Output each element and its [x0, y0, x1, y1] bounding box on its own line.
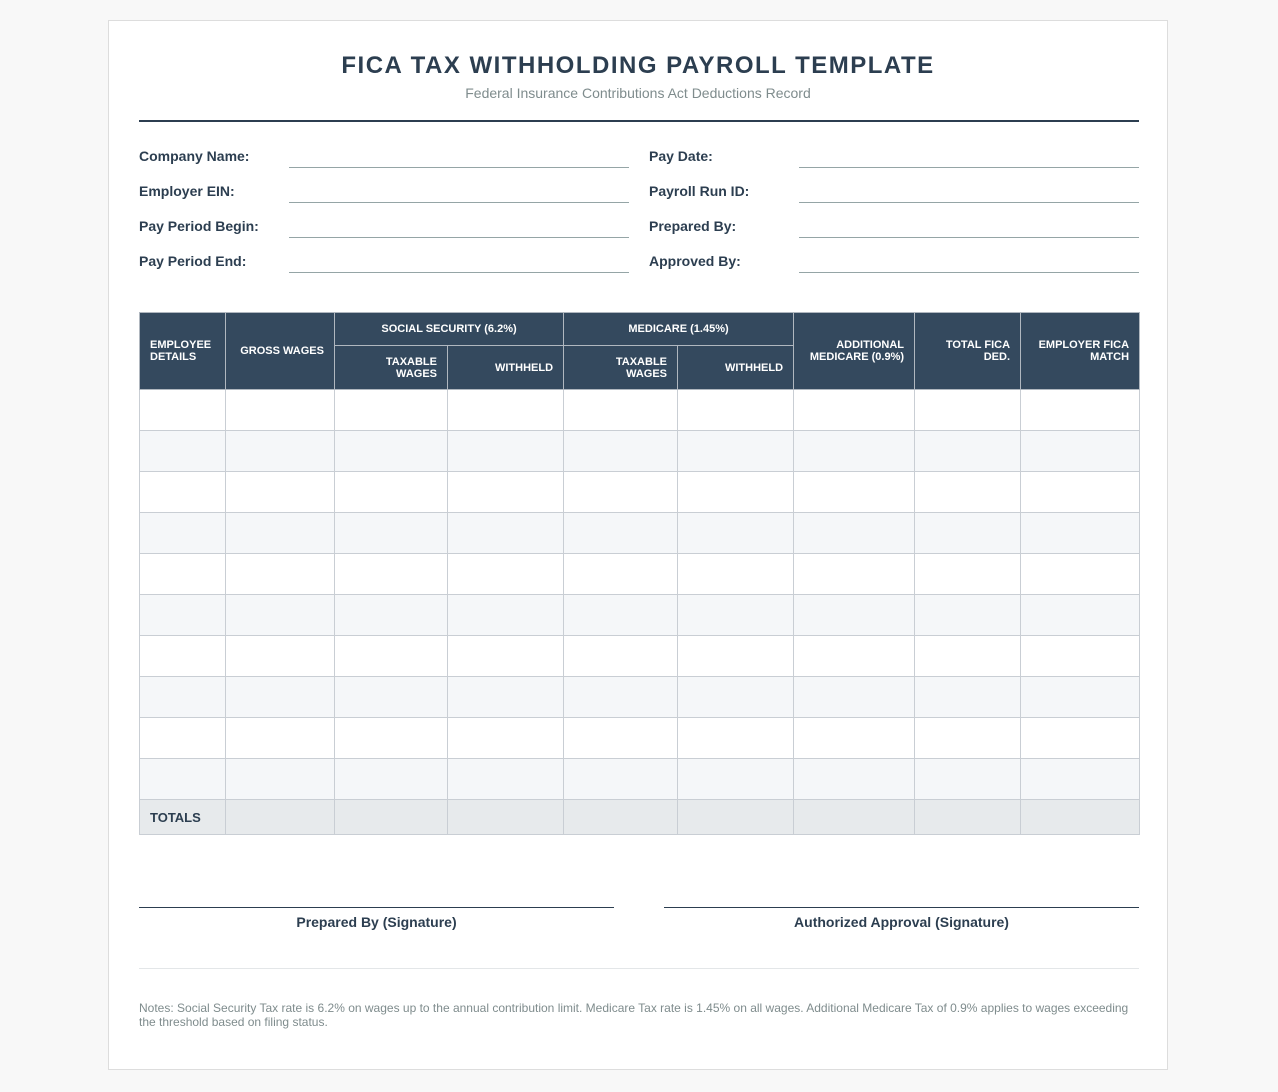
header-additional-medicare: ADDITIONAL MEDICARE (0.9%) [794, 313, 915, 390]
pay-period-begin-label: Pay Period Begin: [139, 218, 259, 234]
cell-additional-medicare[interactable] [794, 759, 915, 800]
header-total-fica: TOTAL FICA DED. [915, 313, 1021, 390]
cell-total-fica[interactable] [915, 390, 1021, 431]
cell-ss-taxable-wages[interactable] [335, 554, 448, 595]
cell-gross-wages[interactable] [226, 718, 335, 759]
cell-gross-wages[interactable] [226, 513, 335, 554]
cell-employer-match[interactable] [1021, 595, 1140, 636]
cell-total-fica[interactable] [915, 472, 1021, 513]
payroll-run-id-field[interactable] [799, 202, 1139, 203]
cell-employer-match[interactable] [1021, 431, 1140, 472]
cell-ss-withheld[interactable] [448, 390, 564, 431]
cell-medicare-taxable-wages[interactable] [564, 472, 678, 513]
payroll-document [108, 20, 1168, 1070]
cell-employee-details[interactable] [140, 636, 226, 677]
table-row [140, 636, 1140, 677]
table-body [140, 390, 1140, 835]
employer-ein-label: Employer EIN: [139, 183, 235, 199]
table-row [140, 513, 1140, 554]
total-medicare-withheld[interactable] [678, 800, 794, 835]
cell-employer-match[interactable] [1021, 759, 1140, 800]
cell-additional-medicare[interactable] [794, 595, 915, 636]
cell-medicare-withheld[interactable] [678, 390, 794, 431]
cell-gross-wages[interactable] [226, 636, 335, 677]
cell-total-fica[interactable] [915, 636, 1021, 677]
cell-ss-taxable-wages[interactable] [335, 513, 448, 554]
cell-total-fica[interactable] [915, 554, 1021, 595]
table-row [140, 390, 1140, 431]
approval-signature-line[interactable] [664, 907, 1139, 908]
cell-ss-taxable-wages[interactable] [335, 677, 448, 718]
cell-medicare-taxable-wages[interactable] [564, 677, 678, 718]
header-medicare-withheld: WITHHELD [678, 346, 794, 390]
cell-employer-match[interactable] [1021, 472, 1140, 513]
cell-medicare-withheld[interactable] [678, 513, 794, 554]
cell-employer-match[interactable] [1021, 718, 1140, 759]
notes-text: Notes: Social Security Tax rate is 6.2% on wages up to the annual contribution limit. Medicare Tax rate is 1.45% on all wages. Additional Medicare Tax of 0.9% applies to wages exceeding the threshold based on filing status. [139, 1001, 1129, 1029]
header-gross-wages: GROSS WAGES [226, 313, 335, 390]
cell-medicare-taxable-wages[interactable] [564, 759, 678, 800]
total-ss-taxable-wages[interactable] [335, 800, 448, 835]
cell-medicare-withheld[interactable] [678, 759, 794, 800]
cell-medicare-taxable-wages[interactable] [564, 431, 678, 472]
document-subtitle: Federal Insurance Contributions Act Deductions Record [465, 85, 811, 101]
pay-date-field[interactable] [799, 167, 1139, 168]
cell-total-fica[interactable] [915, 759, 1021, 800]
header-medicare-taxable-wages: TAXABLE WAGES [564, 346, 678, 390]
table-row [140, 677, 1140, 718]
fica-payroll-table [139, 312, 1140, 835]
cell-employer-match[interactable] [1021, 677, 1140, 718]
cell-medicare-withheld[interactable] [678, 431, 794, 472]
cell-gross-wages[interactable] [226, 595, 335, 636]
cell-medicare-taxable-wages[interactable] [564, 595, 678, 636]
cell-employee-details[interactable] [140, 677, 226, 718]
employer-ein-field[interactable] [289, 202, 629, 203]
notes-divider [139, 968, 1139, 969]
approved-by-label: Approved By: [649, 253, 741, 269]
cell-total-fica[interactable] [915, 431, 1021, 472]
cell-medicare-taxable-wages[interactable] [564, 554, 678, 595]
cell-gross-wages[interactable] [226, 431, 335, 472]
header-social-security: SOCIAL SECURITY (6.2%) [335, 313, 564, 346]
cell-employee-details[interactable] [140, 595, 226, 636]
cell-gross-wages[interactable] [226, 677, 335, 718]
cell-additional-medicare[interactable] [794, 677, 915, 718]
cell-medicare-taxable-wages[interactable] [564, 718, 678, 759]
cell-total-fica[interactable] [915, 677, 1021, 718]
cell-additional-medicare[interactable] [794, 718, 915, 759]
cell-ss-taxable-wages[interactable] [335, 595, 448, 636]
table-row [140, 431, 1140, 472]
cell-medicare-withheld[interactable] [678, 595, 794, 636]
cell-employee-details[interactable] [140, 390, 226, 431]
title-divider [139, 120, 1139, 122]
cell-ss-taxable-wages[interactable] [335, 390, 448, 431]
cell-additional-medicare[interactable] [794, 636, 915, 677]
cell-additional-medicare[interactable] [794, 390, 915, 431]
cell-total-fica[interactable] [915, 718, 1021, 759]
cell-ss-withheld[interactable] [448, 636, 564, 677]
cell-medicare-taxable-wages[interactable] [564, 513, 678, 554]
cell-ss-withheld[interactable] [448, 554, 564, 595]
cell-ss-taxable-wages[interactable] [335, 636, 448, 677]
cell-employer-match[interactable] [1021, 554, 1140, 595]
total-additional-medicare[interactable] [794, 800, 915, 835]
cell-employee-details[interactable] [140, 472, 226, 513]
cell-gross-wages[interactable] [226, 390, 335, 431]
cell-medicare-taxable-wages[interactable] [564, 390, 678, 431]
cell-employee-details[interactable] [140, 759, 226, 800]
cell-ss-taxable-wages[interactable] [335, 718, 448, 759]
cell-medicare-withheld[interactable] [678, 718, 794, 759]
cell-employee-details[interactable] [140, 513, 226, 554]
cell-gross-wages[interactable] [226, 759, 335, 800]
cell-additional-medicare[interactable] [794, 431, 915, 472]
table-row [140, 759, 1140, 800]
cell-medicare-withheld[interactable] [678, 472, 794, 513]
approved-by-field[interactable] [799, 272, 1139, 273]
company-name-field[interactable] [289, 167, 629, 168]
header-employee-details: EMPLOYEE DETAILS [140, 313, 226, 390]
cell-total-fica[interactable] [915, 595, 1021, 636]
pay-period-end-label: Pay Period End: [139, 253, 247, 269]
cell-additional-medicare[interactable] [794, 554, 915, 595]
cell-employee-details[interactable] [140, 431, 226, 472]
cell-employee-details[interactable] [140, 718, 226, 759]
prepared-by-signature-label: Prepared By (Signature) [296, 914, 457, 930]
total-gross-wages[interactable] [226, 800, 335, 835]
pay-period-begin-field[interactable] [289, 237, 629, 238]
cell-gross-wages[interactable] [226, 554, 335, 595]
approval-signature-label: Authorized Approval (Signature) [794, 914, 1009, 930]
cell-ss-withheld[interactable] [448, 718, 564, 759]
cell-medicare-taxable-wages[interactable] [564, 636, 678, 677]
cell-ss-withheld[interactable] [448, 513, 564, 554]
prepared-by-signature-line[interactable] [139, 907, 614, 908]
table-row [140, 595, 1140, 636]
cell-medicare-withheld[interactable] [678, 677, 794, 718]
cell-ss-withheld[interactable] [448, 431, 564, 472]
cell-additional-medicare[interactable] [794, 472, 915, 513]
cell-gross-wages[interactable] [226, 472, 335, 513]
cell-employee-details[interactable] [140, 554, 226, 595]
company-name-label: Company Name: [139, 148, 250, 164]
payroll-run-id-label: Payroll Run ID: [649, 183, 750, 199]
prepared-by-field[interactable] [799, 237, 1139, 238]
total-employer-match[interactable] [1021, 800, 1140, 835]
cell-employer-match[interactable] [1021, 390, 1140, 431]
total-ss-withheld[interactable] [448, 800, 564, 835]
cell-total-fica[interactable] [915, 513, 1021, 554]
total-fica[interactable] [915, 800, 1021, 835]
totals-label: TOTALS [140, 800, 226, 835]
header-medicare: MEDICARE (1.45%) [564, 313, 794, 346]
table-row [140, 472, 1140, 513]
header-ss-withheld: WITHHELD [448, 346, 564, 390]
cell-ss-taxable-wages[interactable] [335, 472, 448, 513]
cell-ss-withheld[interactable] [448, 595, 564, 636]
pay-period-end-field[interactable] [289, 272, 629, 273]
cell-ss-withheld[interactable] [448, 472, 564, 513]
document-title: FICA TAX WITHHOLDING PAYROLL TEMPLATE [341, 52, 935, 79]
cell-medicare-withheld[interactable] [678, 554, 794, 595]
table-row [140, 554, 1140, 595]
totals-row [140, 800, 1140, 835]
cell-ss-taxable-wages[interactable] [335, 431, 448, 472]
total-medicare-taxable-wages[interactable] [564, 800, 678, 835]
header-employer-match: EMPLOYER FICA MATCH [1021, 313, 1140, 390]
header-ss-taxable-wages: TAXABLE WAGES [335, 346, 448, 390]
prepared-by-label: Prepared By: [649, 218, 737, 234]
cell-medicare-withheld[interactable] [678, 636, 794, 677]
cell-ss-taxable-wages[interactable] [335, 759, 448, 800]
pay-date-label: Pay Date: [649, 148, 713, 164]
cell-ss-withheld[interactable] [448, 759, 564, 800]
cell-ss-withheld[interactable] [448, 677, 564, 718]
cell-additional-medicare[interactable] [794, 513, 915, 554]
table-row [140, 718, 1140, 759]
cell-employer-match[interactable] [1021, 513, 1140, 554]
cell-employer-match[interactable] [1021, 636, 1140, 677]
